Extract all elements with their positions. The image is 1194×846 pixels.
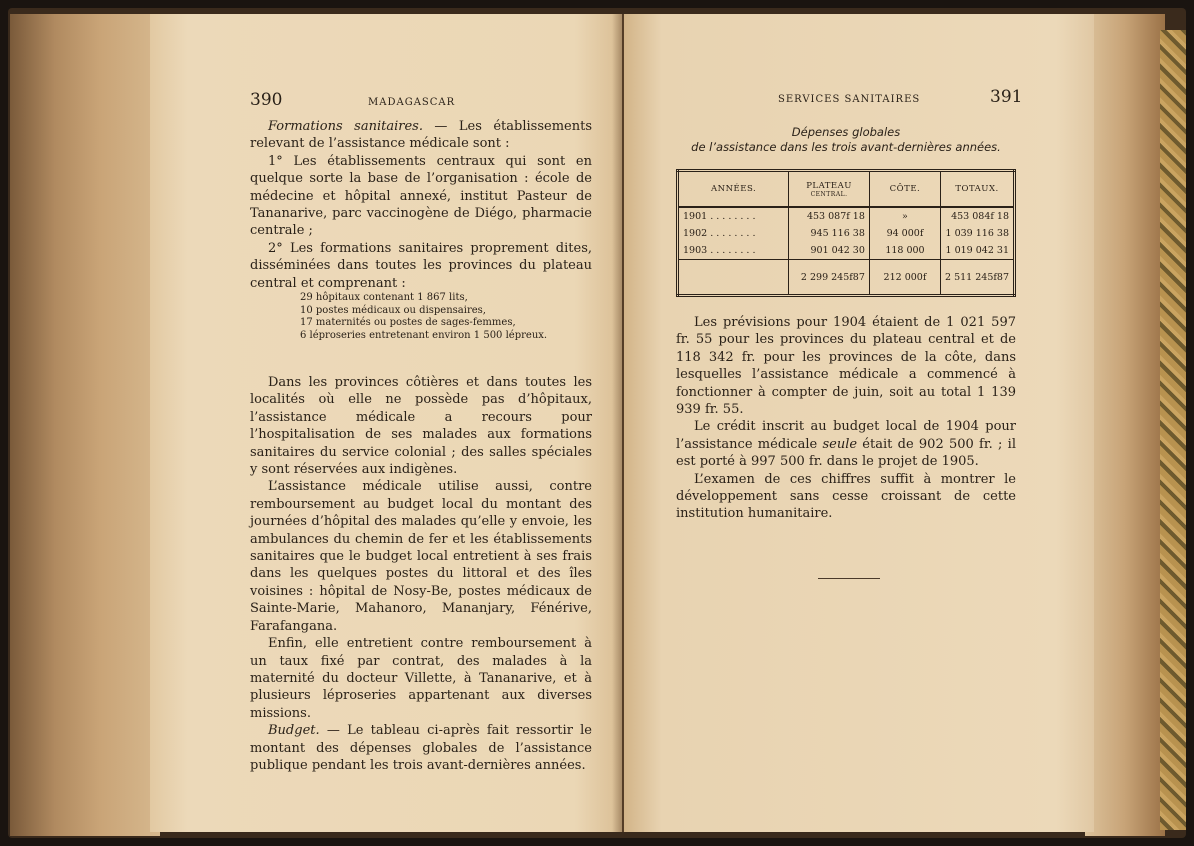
marbled-edge — [1160, 30, 1186, 830]
paragraph-text: était de 902 500 fr. ; il est porté à 997 500 fr. dans le projet de 1905. — [676, 436, 1017, 470]
paragraph-text: Le crédit inscrit au budget local de 1904 pour l’assistance médicale — [676, 419, 1016, 452]
paragraph: 2° Les formations sanitaires proprement dites, disséminées dans toutes les provinces du plateau central et comprenant : — [250, 240, 592, 291]
paragraph: Dans les provinces côtières et dans toutes les localités où elle ne possède pas d’hôpitaux, l’assistance médicale a recours pour l’hospitalisation de ses malades aux formations sanitaires du service colonial ; des salles spéciales y sont réservées aux indigènes. — [250, 375, 592, 478]
header-totaux: TOTAUX. — [941, 171, 1015, 208]
cell-total-cote: 212 000f — [869, 260, 940, 296]
header-annees: ANNÉES. — [678, 171, 789, 208]
table-row — [678, 207, 1015, 225]
header-plateau-sublabel: CENTRAL. — [810, 190, 848, 198]
cell-empty — [678, 260, 789, 296]
caption-line: Dépenses globales — [791, 125, 901, 139]
cell-cote: 94 000f — [869, 225, 940, 242]
paragraph — [676, 418, 1016, 470]
cell-cote: 118 000 — [869, 242, 940, 260]
list-item: 10 postes médicaux ou dispensaires, — [300, 304, 486, 316]
list-item: 29 hôpitaux contenant 1 867 lits, — [300, 292, 468, 303]
list-item: 17 maternités ou postes de sages-femmes, — [300, 317, 516, 328]
page-number-left: 390 — [250, 90, 283, 110]
paragraph-text: — Le tableau ci-après fait ressortir le montant des dépenses globales de l’assistance publique pendant les trois avant-dernières années. — [250, 723, 592, 773]
header-plateau — [789, 171, 870, 208]
right-page-edges — [1085, 14, 1165, 836]
paragraph: Enfin, elle entretient contre remboursement à un taux fixé par contrat, des malades à la maternité du docteur Villette, à Tananarive, et à plusieurs léproseries appartenant aux diverses missions. — [250, 636, 592, 721]
header-plateau-label: PLATEAU — [806, 180, 852, 191]
paragraph: 1° Les établissements centraux qui sont en quelque sorte la base de l’organisation : école de médecine et hôpital annexé, institut Pasteur de Tananarive, parc vaccinogène de Diégo, pharmacie centrale ; — [250, 153, 592, 239]
table-row — [678, 225, 1015, 242]
paragraph: L’examen de ces chiffres suffit à montrer le développement sans cesse croissant de cette institution humanitaire. — [676, 471, 1016, 522]
header-cote: CÔTE. — [869, 171, 940, 208]
cell-plateau: 453 087f 18 — [789, 207, 870, 225]
left-text-bottom — [250, 374, 592, 774]
left-text-top — [250, 118, 592, 292]
table-caption — [676, 125, 1016, 155]
page-number-right: 391 — [990, 87, 1023, 107]
running-head-left: MADAGASCAR — [368, 97, 456, 108]
cell-cote: » — [869, 207, 940, 225]
paragraph: Les prévisions pour 1904 étaient de 1 021 597 fr. 55 pour les provinces du plateau central et de 118 342 fr. pour les provinces de la côte, dans lesquelles l’assistance médicale a commencé à fonctionner à compter de juin, soit au total 1 139 939 fr. 55. — [676, 315, 1016, 418]
cell-year: 1902 . . . . . . . . — [683, 228, 756, 240]
table-header-row — [678, 171, 1015, 208]
cell-year: 1901 . . . . . . . . — [683, 211, 756, 223]
cell-grand-total: 2 511 245f87 — [941, 260, 1015, 296]
right-text — [676, 314, 1016, 523]
cell-total: 1 039 116 38 — [941, 225, 1015, 242]
table-row — [678, 242, 1015, 260]
cell-plateau: 945 116 38 — [789, 225, 870, 242]
cell-total: 1 019 042 31 — [941, 242, 1015, 260]
paragraph — [250, 118, 592, 153]
left-page-edges — [10, 14, 160, 836]
section-lead: Formations sanitaires. — [268, 119, 423, 134]
expenses-table — [676, 169, 1016, 297]
list-item: 6 léproseries entretenant environ 1 500 lépreux. — [300, 329, 548, 341]
cell-total: 453 084f 18 — [941, 207, 1015, 225]
section-lead: Budget. — [268, 723, 320, 739]
cell-total-plateau: 2 299 245f87 — [789, 260, 870, 296]
table-total-row — [678, 260, 1015, 296]
paragraph — [250, 722, 592, 774]
emphasis: seule — [822, 436, 858, 452]
running-head-right: SERVICES SANITAIRES — [778, 94, 921, 105]
paragraph-text: — Les établissements relevant de l’assistance médicale sont : — [250, 119, 592, 152]
cell-year: 1903 . . . . . . . . — [683, 244, 756, 256]
end-rule — [818, 578, 880, 579]
paragraph: L’assistance médicale utilise aussi, contre remboursement au budget local du montant des journées d’hôpital des malades qu’elle y envoie, les ambulances du chemin de fer et les établissements sanitaires que le budget local entretient à ses frais dans les quelques postes du littoral et des îles voisines : hôpital de Nosy-Be, postes médicaux de Sainte-Marie, Mahanoro, Mananjary, Fénérive, Farafangana. — [250, 479, 592, 634]
cell-plateau: 901 042 30 — [789, 242, 870, 260]
facility-list — [300, 292, 547, 342]
caption-line: de l’assistance dans les trois avant-dernières années. — [691, 140, 1001, 154]
